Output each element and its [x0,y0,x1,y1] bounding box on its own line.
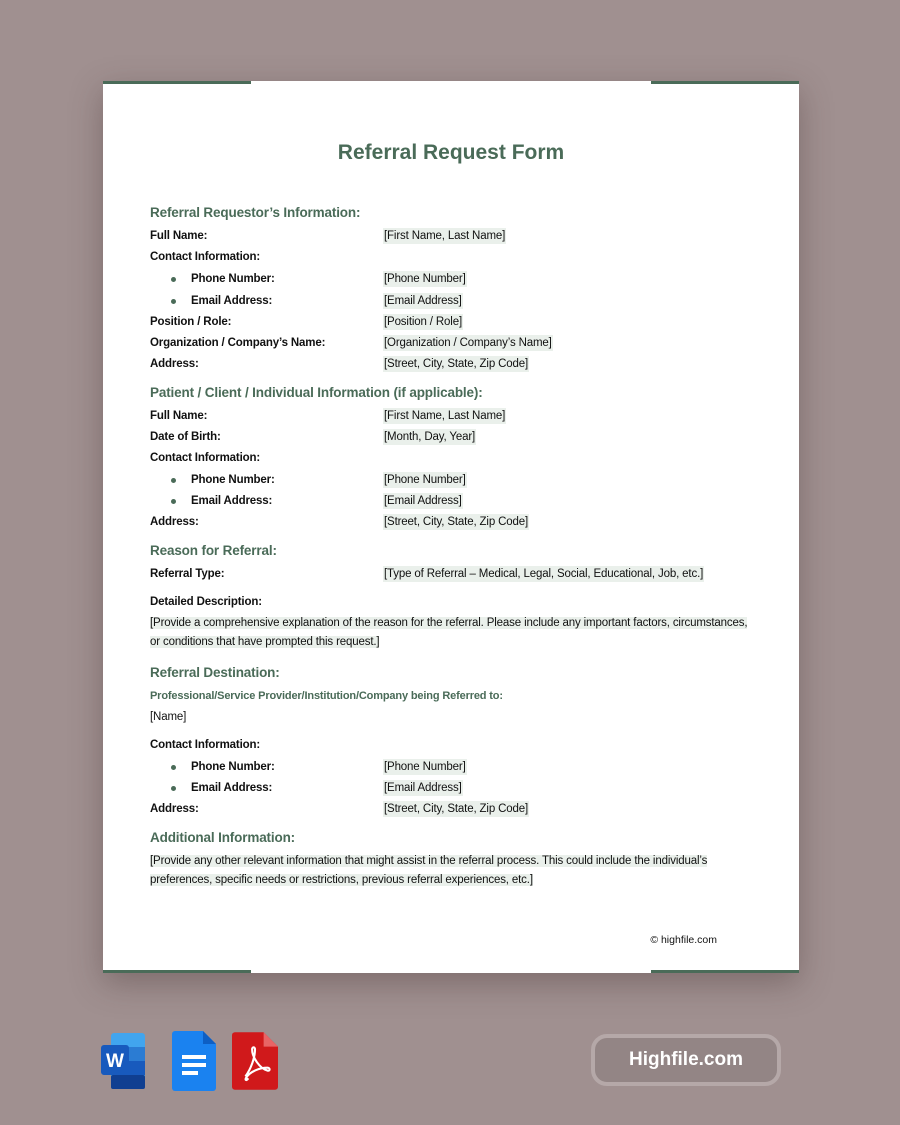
additional-paragraph[interactable] [150,852,750,890]
field-value[interactable]: [Phone Number] [384,474,466,486]
document-page [103,81,799,973]
subheading-provider: Professional/Service Provider/Institution/Company being Referred to: [150,690,503,702]
top-left-accent-bar [103,81,251,84]
bullet-icon [171,478,176,483]
field-value[interactable]: [Phone Number] [384,761,466,773]
pdf-icon[interactable] [232,1031,278,1091]
field-value[interactable]: [Email Address] [384,495,462,507]
field-value[interactable]: [Email Address] [384,295,462,307]
field-label: Address: [150,803,199,815]
field-value[interactable]: [First Name, Last Name] [384,410,506,422]
section-heading-additional: Additional Information: [150,830,296,845]
description-paragraph[interactable] [150,614,750,652]
field-label: Organization / Company’s Name: [150,337,326,349]
bottom-left-accent-bar [103,970,251,973]
field-value[interactable]: [Street, City, State, Zip Code] [384,358,529,370]
field-value[interactable]: [First Name, Last Name] [384,230,506,242]
bullet-icon [171,765,176,770]
svg-text:W: W [106,1051,124,1072]
copyright-notice: © highfile.com [650,934,717,946]
field-label: Address: [150,516,199,528]
field-label: Full Name: [150,410,208,422]
bullet-icon [171,277,176,282]
field-value[interactable]: [Street, City, State, Zip Code] [384,803,529,815]
field-label: Phone Number: [191,273,275,285]
field-value[interactable]: [Month, Day, Year] [384,431,476,443]
bottom-right-accent-bar [651,970,799,973]
field-value[interactable]: [Email Address] [384,782,462,794]
field-label: Phone Number: [191,474,275,486]
field-label: Date of Birth: [150,431,221,443]
field-label: Phone Number: [191,761,275,773]
field-label: Contact Information: [150,251,261,263]
field-value[interactable]: [Type of Referral – Medical, Legal, Social, Educational, Job, etc.] [384,568,704,580]
field-label: Position / Role: [150,316,232,328]
section-heading-destination: Referral Destination: [150,665,280,680]
field-label: Email Address: [191,782,273,794]
bullet-icon [171,786,176,791]
field-label: Detailed Description: [150,596,262,608]
field-label: Address: [150,358,199,370]
field-value[interactable]: [Name] [150,711,187,723]
section-heading-requestor: Referral Requestor’s Information: [150,205,361,220]
field-label: Email Address: [191,495,273,507]
field-label: Email Address: [191,295,273,307]
field-label: Contact Information: [150,739,261,751]
additional-text[interactable]: [Provide any other relevant information that might assist in the referral process. This could include the individual’s preferences, specific needs or restrictions, previous referral experiences, etc.] [150,855,708,886]
field-value[interactable]: [Street, City, State, Zip Code] [384,516,529,528]
field-value[interactable]: [Phone Number] [384,273,466,285]
bullet-icon [171,499,176,504]
field-value[interactable]: [Organization / Company’s Name] [384,337,552,349]
field-value[interactable]: [Position / Role] [384,316,462,328]
field-label: Referral Type: [150,568,225,580]
top-right-accent-bar [651,81,799,84]
google-docs-icon[interactable] [172,1031,218,1091]
word-icon[interactable] [101,1031,147,1091]
section-heading-reason: Reason for Referral: [150,543,277,558]
field-label: Full Name: [150,230,208,242]
highfile-brand-button[interactable]: Highfile.com [591,1034,781,1086]
section-heading-patient: Patient / Client / Individual Information (if applicable): [150,385,483,400]
bullet-icon [171,299,176,304]
description-text[interactable]: [Provide a comprehensive explanation of the reason for the referral. Please include any important factors, circumstances, or conditions that have prompted this request.] [150,617,748,648]
page-title: Referral Request Form [337,141,565,164]
field-label: Contact Information: [150,452,261,464]
